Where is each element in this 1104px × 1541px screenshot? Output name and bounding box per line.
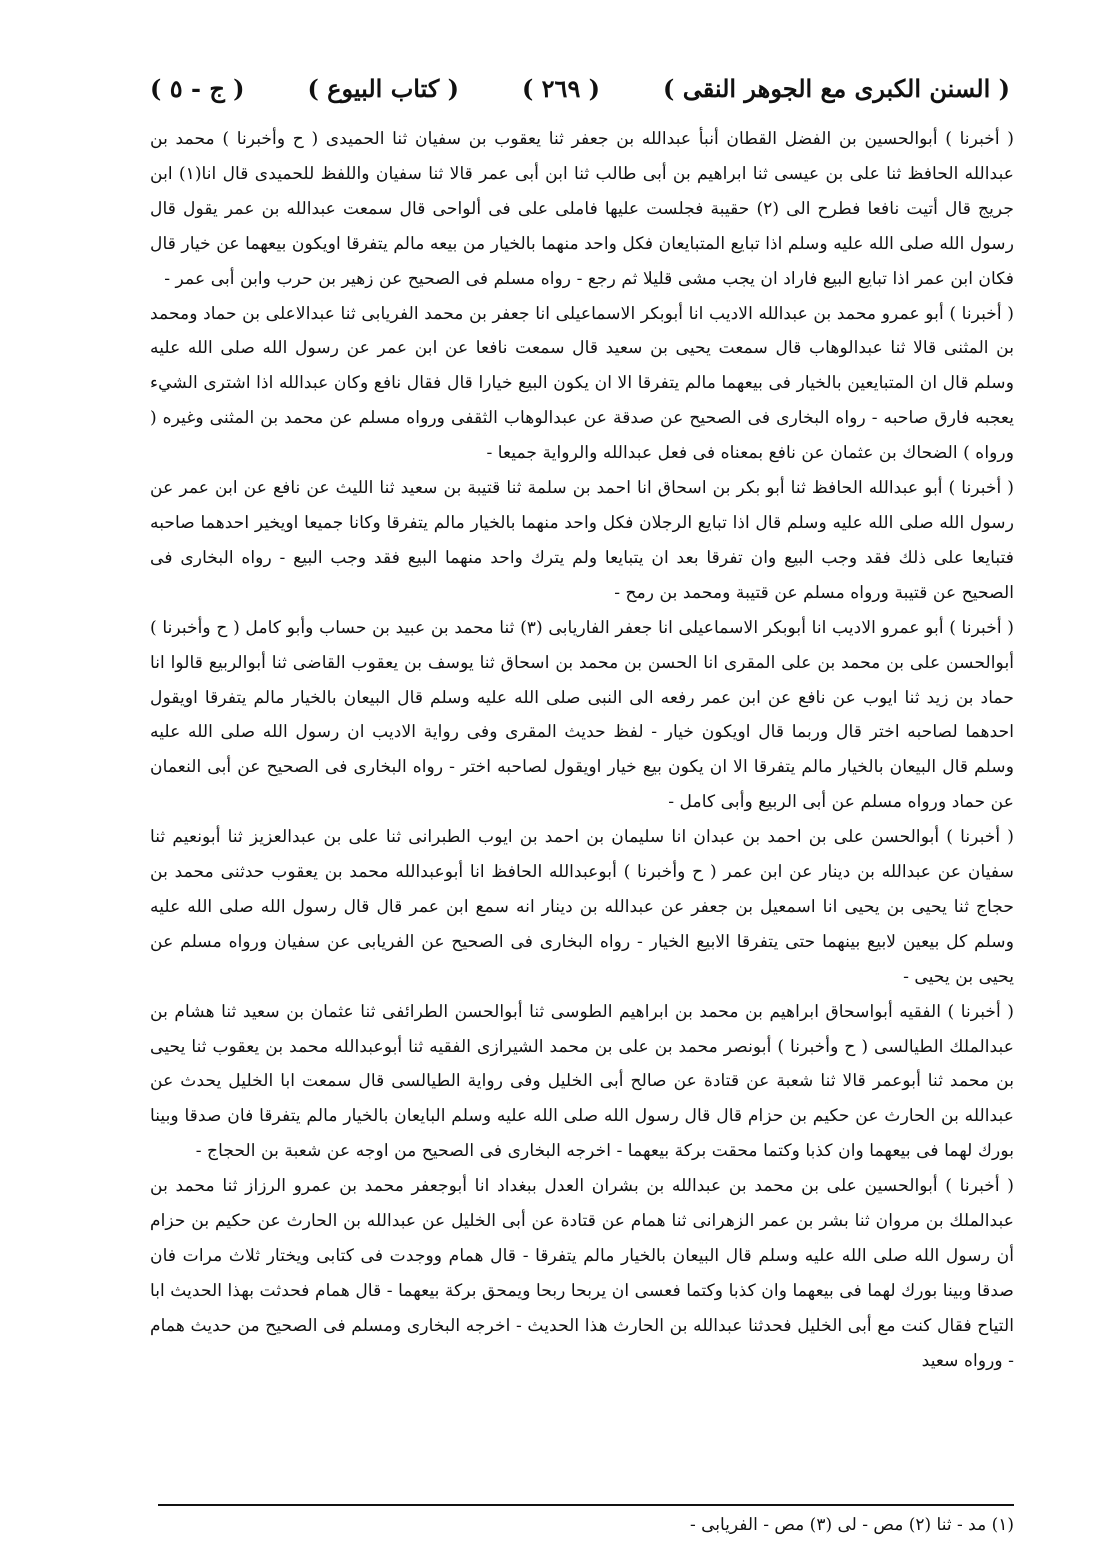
hadith-paragraph: ( أخبرنا ) أبو عمرو الاديب انا أبوبكر الاسماعيلى انا جعفر الفاريابى (٣) ثنا محمد بن عبيد بن حساب وأبو كامل ( ح وأخبرنا ) أبوالحسن على بن محمد بن على المقرى انا الحسن بن محمد بن اسحاق ثنا يوسف بن يعقوب القاضى ثنا أبوالربيع قالوا انا حماد بن زيد ثنا ايوب عن نافع عن ابن عمر رفعه الى النبى صلى الله عليه وسلم قال البيعان بالخيار مالم يتفرقا اويقول احدهما لصاحبه اختر قال وربما قال اويكون خيار - لفظ حديث المقرى وفى رواية الاديب ان رسول الله صلى الله عليه وسلم قال البيعان بالخيار مالم يتفرقا الا ان يكون بيع خيار اويقول لصاحبه اختر - رواه البخارى فى الصحيح عن أبى النعمان عن حماد ورواه مسلم عن أبى الربيع وأبى كامل - [150, 617, 1015, 813]
page-header [150, 68, 1010, 108]
header-page-number: ( ٢٦٩ ) [521, 73, 601, 103]
hadith-paragraph: ( أخبرنا ) أبوالحسن على بن احمد بن عبدان انا سليمان بن احمد بن ايوب الطبرانى ثنا على بن عبدالعزيز ثنا أبونعيم ثنا سفيان عن عبدالله بن دينار عن ابن عمر ( ح وأخبرنا ) أبوعبدالله الحافظ انا أبوعبدالله محمد بن يعقوب حدثنى محمد بن حجاج ثنا يحيى بن يحيى انا اسمعيل بن جعفر عن عبدالله بن دينار انه سمع ابن عمر قال قال رسول الله صلى الله عليه وسلم كل بيعين لابيع بينهما حتى يتفرقا الابيع الخيار - رواه البخارى فى الصحيح عن الفريابى عن سفيان ورواه مسلم عن يحيى بن يحيى - [150, 827, 1014, 987]
hadith-paragraph: ( أخبرنا ) أبوالحسين بن الفضل القطان أنبأ عبدالله بن جعفر ثنا يعقوب بن سفيان ثنا الحميدى ( ح وأخبرنا ) محمد بن عبدالله الحافظ ثنا على بن عيسى ثنا ابراهيم بن أبى طالب ثنا ابن أبى عمر قالا ثنا سفيان واللفظ للحميدى قال انا(١) ابن جريج قال أتيت نافعا فطرح الى (٢) حقيبة فجلست عليها فاملى على فى ألواحى قال سمعت عبدالله بن عمر يقول قال رسول الله صلى الله عليه وسلم اذا تبايع المتبايعان فكل واحد منهما بالخيار من بيعه مالم يتفرقا اويكون بيعهما عن خيار قال فكان ابن عمر اذا تبايع البيع فاراد ان يجب مشى قليلا ثم رجع - رواه مسلم فى الصحيح عن زهير بن حرب وابن أبى عمر - [150, 129, 1015, 289]
hadith-paragraph: ( أخبرنا ) أبو عبدالله الحافظ ثنا أبو بكر بن اسحاق انا احمد بن سلمة ثنا قتيبة بن سعيد ثنا الليث عن نافع عن ابن عمر عن رسول الله صلى الله عليه وسلم قال اذا تبايع الرجلان فكل واحد منهما بالخيار مالم يتفرقا وكانا جميعا اويخير احدهما صاحبه فتبايعا على ذلك فقد وجب البيع وان تفرقا بعد ان يتبايعا ولم يترك واحد منهما البيع فقد وجب البيع - رواه البخارى فى الصحيح عن قتيبة ورواه مسلم عن قتيبة ومحمد بن رمح - [150, 478, 1014, 603]
hadith-paragraph: ( أخبرنا ) أبو عمرو محمد بن عبدالله الاديب انا أبوبكر الاسماعيلى انا جعفر بن محمد الفريابى ثنا عبدالاعلى بن حماد ومحمد بن المثنى قالا ثنا عبدالوهاب قال سمعت يحيى بن سعيد قال سمعت نافعا عن ابن عمر عن رسول الله صلى الله عليه وسلم قال ان المتبايعين بالخيار فى بيعهما مالم يتفرقا الا ان يكون البيع خيارا قال فقال نافع وكان عبدالله اذا اشترى الشيء يعجبه فارق صاحبه - رواه البخارى فى الصحيح عن صدقة عن عبدالوهاب الثقفى ورواه مسلم عن محمد بن المثنى وغيره ( ورواه ) الضحاك بن عثمان عن نافع بمعناه فى فعل عبدالله والرواية جميعا - [150, 303, 1014, 464]
hadith-text-body [150, 122, 1014, 1379]
hadith-paragraph: ( أخبرنا ) الفقيه أبواسحاق ابراهيم بن محمد بن ابراهيم الطوسى ثنا أبوالحسن الطرائفى ثنا عثمان بن سعيد ثنا هشام بن عبدالملك الطيالسى ( ح وأخبرنا ) أبونصر محمد بن على بن محمد الشيرازى الفقيه ثنا أبوعبدالله محمد بن يعقوب ثنا يحيى بن محمد ثنا أبوعمر قالا ثنا شعبة عن قتادة عن صالح أبى الخليل وفى رواية الطيالسى قال سمعت ابا الخليل يحدث عن عبدالله بن الحارث عن حكيم بن حزام قال قال رسول الله صلى الله عليه وسلم البايعان بالخيار مالم يتفرقا فان صدقا وبينا بورك لهما فى بيعهما وان كذبا وكتما محقت بركة بيعهما - اخرجه البخارى فى الصحيح من اوجه عن شعبة بن الحجاج - [150, 1001, 1014, 1162]
hadith-paragraph: ( أخبرنا ) أبوالحسين على بن محمد بن عبدالله بن بشران العدل ببغداد انا أبوجعفر محمد بن عمرو الرزاز ثنا محمد بن عبدالملك بن مروان ثنا بشر بن عمر الزهرانى ثنا همام عن قتادة عن أبى الخليل عن عبدالله بن الحارث عن حكيم بن حزام أن رسول الله صلى الله عليه وسلم قال البيعان بالخيار مالم يتفرقا - قال همام ووجدت فى كتابى ويختار ثلاث مرات فان صدقا وبينا بورك لهما فى بيعهما وان كذبا وكتما فعسى ان يربحا ربحا ويمحق بركة بيعهما - قال همام فحدثت بهذا الحديث ابا التياح فقال كنت مع أبى الخليل فحدثنا عبدالله بن الحارث هذا الحديث - اخرجه البخارى ومسلم فى الصحيح من حديث همام - ورواه سعيد [150, 1176, 1014, 1371]
header-chapter-title: ( كتاب البيوع ) [307, 73, 459, 103]
footnote: (١) مد - ثنا (٢) مص - لى (٣) مص - الفريابى - [689, 1515, 1014, 1535]
footnote-divider [158, 1504, 1014, 1506]
header-book-title: ( السنن الكبرى مع الجوهر النقى ) [662, 73, 1010, 103]
header-volume: ( ج - ٥ ) [150, 73, 245, 103]
